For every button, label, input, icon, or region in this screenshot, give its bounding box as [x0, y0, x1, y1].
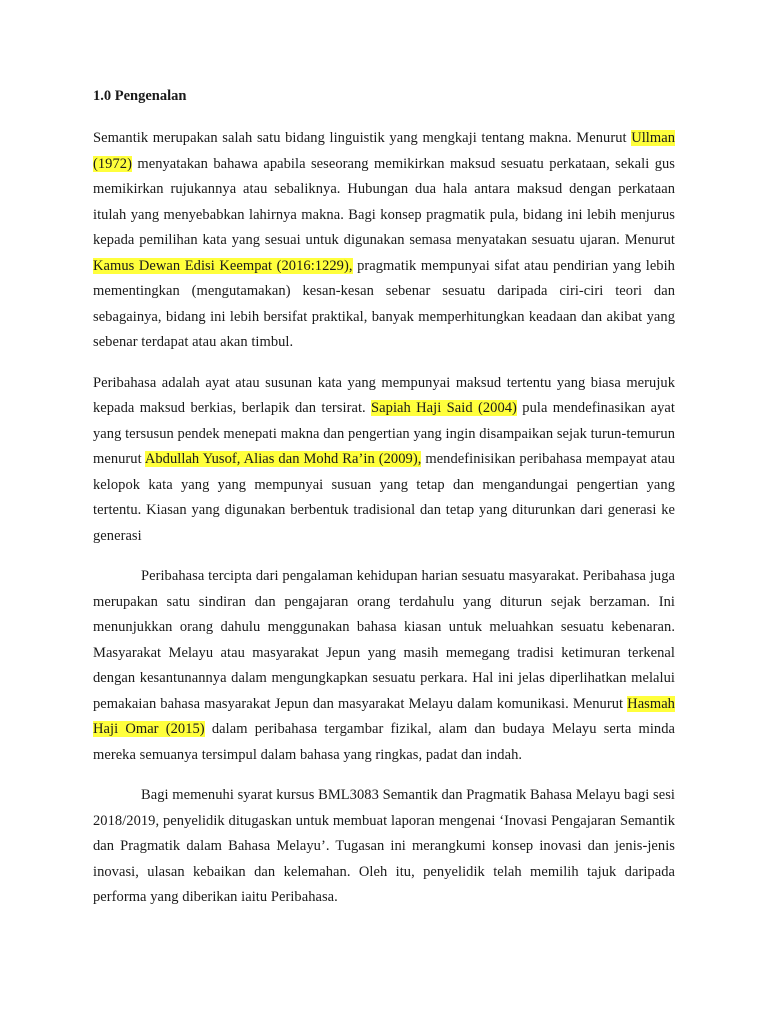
text-segment: mendefinisikan peribahasa mempayat atau kelopok kata yang yang mempunyai susuan yang tetap dan mengandungai pengertian yang tertentu. Kiasan yang digunakan berbentuk tradisional dan tetap yang diturunkan dari generasi ke generasi	[93, 451, 676, 544]
paragraph-peribahasa-origin	[93, 564, 675, 768]
citation-highlight: Hasmah Haji Omar (2015)	[93, 695, 675, 737]
section-heading: 1.0 Pengenalan	[93, 88, 187, 104]
text-segment: pragmatik mempunyai sifat atau pendirian yang lebih mementingkan (mengutamakan) kesan-kesan sebenar sesuatu daripada ciri-ciri teori dan sebagainya, bidang ini lebih bersifat praktikal, banyak memperhitungkan keadaan dan akibat yang sebenar terdapat atau akan timbul.	[93, 257, 675, 350]
text-segment: Peribahasa adalah ayat atau susunan kata yang mempunyai maksud tertentu yang biasa merujuk kepada maksud berkias, berlapik dan tersirat.	[93, 374, 675, 416]
citation-highlight: Kamus Dewan Edisi Keempat (2016:1229),	[93, 257, 353, 274]
text-segment: pula mendefinasikan ayat yang tersusun pendek menepati makna dan pengertian yang ingin disampaikan sejak turun-temurun menurut	[93, 400, 675, 467]
document-body	[93, 86, 675, 926]
paragraph-introduction	[93, 126, 675, 356]
paragraph-course-purpose	[93, 783, 675, 911]
citation-highlight: Ullman (1972)	[93, 130, 675, 172]
text-segment: Bagi memenuhi syarat kursus BML3083 Semantik dan Pragmatik Bahasa Melayu bagi sesi 2018/2019, penyelidik ditugaskan untuk membuat laporan mengenai ‘Inovasi Pengajaran Semantik dan Pragmatik dalam Bahasa Melayu’. Tugasan ini merangkumi konsep inovasi dan jenis-jenis inovasi, ulasan kebaikan dan kelemahan. Oleh itu, penyelidik telah memilih tajuk daripada performa yang diberikan iaitu Peribahasa.	[93, 787, 675, 905]
text-segment: Semantik merupakan salah satu bidang linguistik yang mengkaji tentang makna. Menurut	[93, 130, 632, 146]
text-segment: menyatakan bahawa apabila seseorang memikirkan maksud sesuatu perkataan, sekali gus memikirkan rujukannya atau sebaliknya. Hubungan dua hala antara maksud dengan perkataan itulah yang menyebabkan lahirnya makna. Bagi konsep pragmatik pula, bidang ini lebih menjurus kepada pemilihan kata yang sesuai untuk digunakan semasa menyatakan sesuatu ujaran. Menurut	[93, 155, 675, 248]
text-segment: dalam peribahasa tergambar fizikal, alam dan budaya Melayu serta minda mereka semuanya tersimpul dalam bahasa yang ringkas, padat dan indah.	[93, 721, 676, 763]
paragraph-peribahasa-definition	[93, 371, 675, 550]
citation-highlight: Abdullah Yusof, Alias dan Mohd Ra’in (2009),	[144, 451, 422, 467]
citation-highlight: Sapiah Haji Said (2004)	[371, 400, 517, 416]
text-segment: Peribahasa tercipta dari pengalaman kehidupan harian sesuatu masyarakat. Peribahasa juga merupakan satu sindiran dan pengajaran orang terdahulu yang diturun sejak berzaman. Ini menunjukkan orang dahulu menggunakan bahasa kiasan untuk meluahkan sesuatu kebenaran. Masyarakat Melayu atau masyarakat Jepun yang masih memegang tradisi ketimuran terkenal dengan kesantunannya dalam mengungkapkan sesuatu perkara. Hal ini jelas diperlihatkan melalui pemakaian bahasa masyarakat Jepun dan masyarakat Melayu dalam komunikasi. Menurut	[93, 568, 675, 712]
